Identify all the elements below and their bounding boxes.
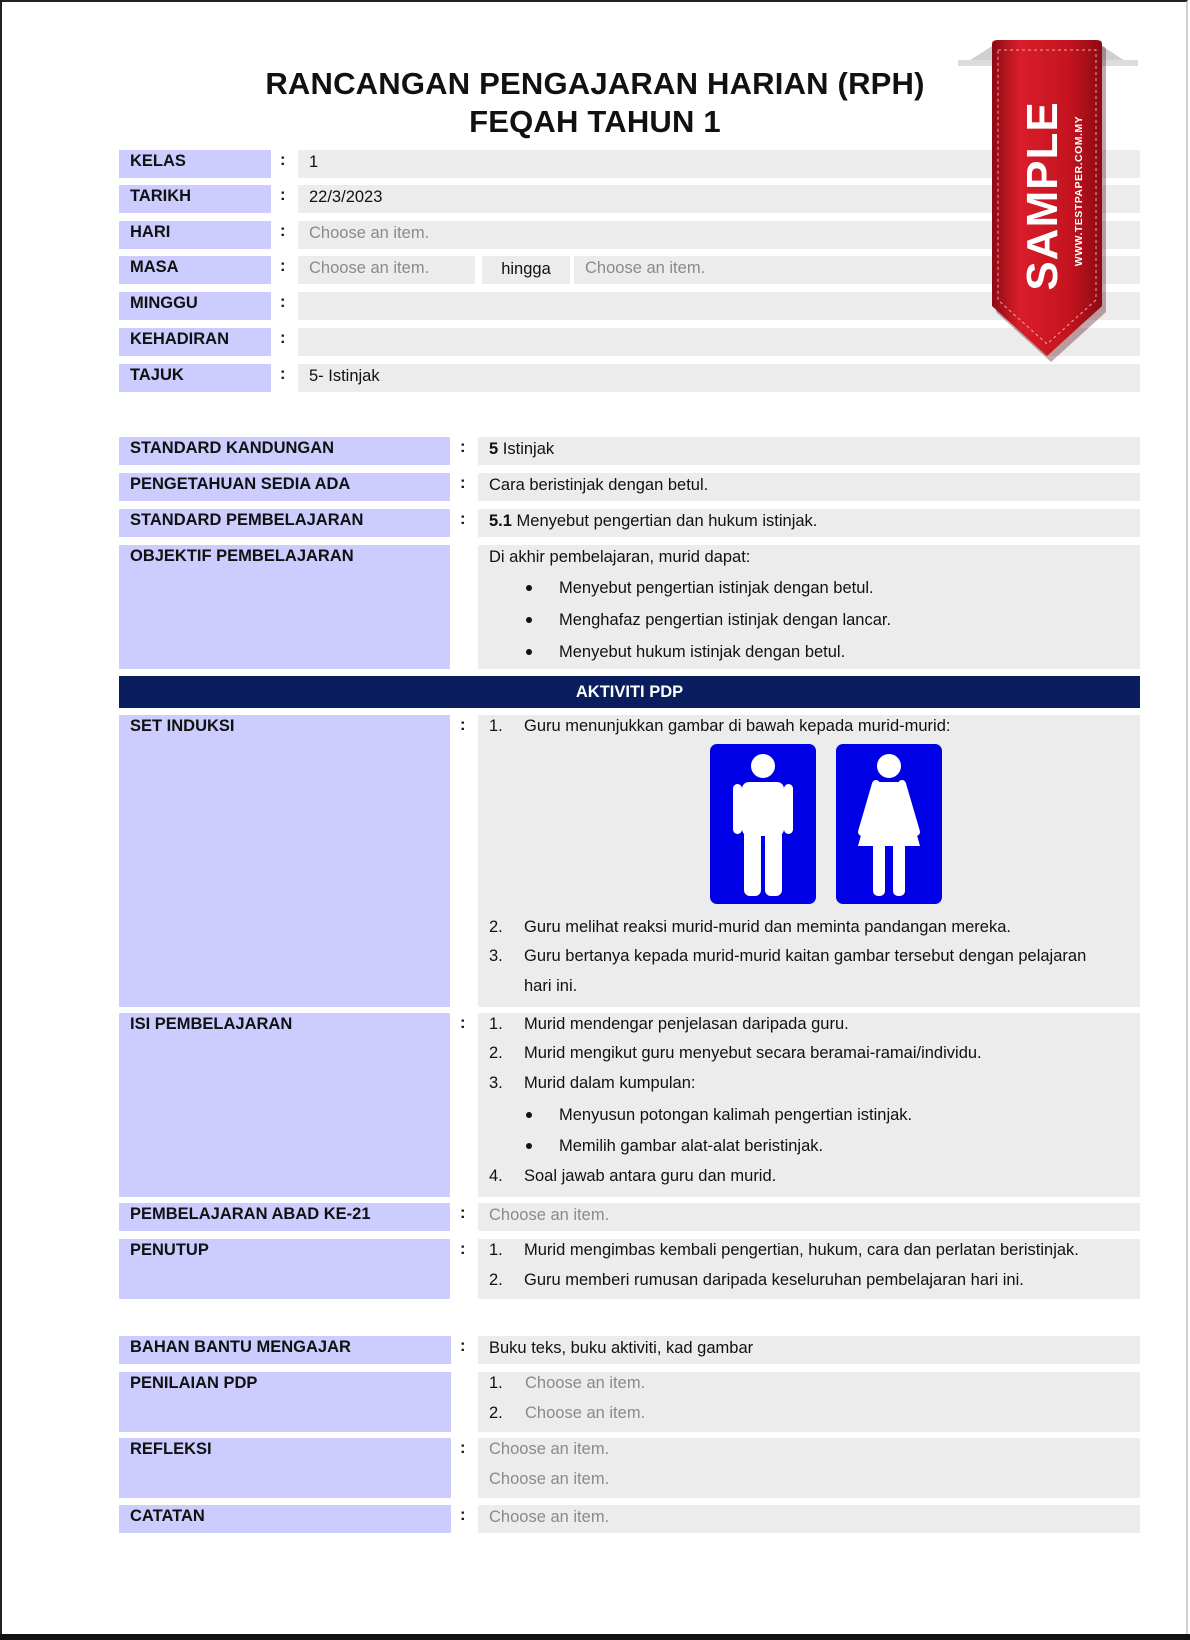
colon: : xyxy=(460,716,466,734)
kelas-label: KELAS xyxy=(119,150,271,178)
isi-subitem: Memilih gambar alat-alat beristinjak. xyxy=(559,1137,824,1155)
colon: : xyxy=(460,1240,466,1258)
psa-value: Cara beristinjak dengan betul. xyxy=(478,473,1140,501)
colon: : xyxy=(280,257,286,275)
hari-dropdown[interactable]: Choose an item. xyxy=(298,221,1140,249)
page-title: RANCANGAN PENGAJARAN HARIAN (RPH) xyxy=(265,66,925,101)
colon: : xyxy=(280,293,286,311)
abad21-label: PEMBELAJARAN ABAD KE-21 xyxy=(119,1203,450,1231)
tarikh-label: TARIKH xyxy=(119,185,271,213)
list-number: 1. xyxy=(489,1374,503,1392)
set-induksi-label: SET INDUKSI xyxy=(119,715,450,1007)
colon: : xyxy=(280,186,286,204)
refleksi-label: REFLEKSI xyxy=(119,1438,451,1498)
aktiviti-pdp-banner: AKTIVITI PDP xyxy=(119,676,1140,708)
penilaian-dropdown-1[interactable]: Choose an item. xyxy=(525,1374,646,1392)
sp-text: Menyebut pengertian dan hukum istinjak. xyxy=(511,512,818,530)
bullet xyxy=(526,617,532,623)
catatan-dropdown[interactable]: Choose an item. xyxy=(478,1505,1140,1533)
tajuk-value: 5- Istinjak xyxy=(298,364,1140,392)
sk-number: 5 xyxy=(489,440,499,458)
sample-text: SAMPLE xyxy=(1018,101,1067,291)
penilaian-dropdown-2[interactable]: Choose an item. xyxy=(525,1404,646,1422)
tajuk-label: TAJUK xyxy=(119,364,271,392)
isi-subitem: Menyusun potongan kalimah pengertian istinjak. xyxy=(559,1106,913,1124)
colon: : xyxy=(280,151,286,169)
list-number: 2. xyxy=(489,1271,503,1289)
colon: : xyxy=(460,1506,466,1524)
sk-text: Istinjak xyxy=(498,440,555,458)
list-number: 4. xyxy=(489,1167,503,1185)
colon: : xyxy=(280,365,286,383)
page-subtitle: FEQAH TAHUN 1 xyxy=(469,104,721,139)
male-toilet-icon xyxy=(710,744,816,904)
sk-label: STANDARD KANDUNGAN xyxy=(119,437,450,465)
colon: : xyxy=(460,1337,466,1355)
refleksi-dropdown-2[interactable]: Choose an item. xyxy=(489,1470,610,1488)
masa-label: MASA xyxy=(119,256,271,284)
bbm-label: BAHAN BANTU MENGAJAR xyxy=(119,1336,451,1364)
list-number: 2. xyxy=(489,918,503,936)
op-intro: Di akhir pembelajaran, murid dapat: xyxy=(489,548,751,566)
bullet xyxy=(526,1112,532,1118)
sp-number: 5.1 xyxy=(489,512,512,530)
set-induksi-item: Guru menunjukkan gambar di bawah kepada murid-murid: xyxy=(524,717,951,735)
sp-label: STANDARD PEMBELAJARAN xyxy=(119,509,450,537)
colon: : xyxy=(460,1204,466,1222)
sp-value xyxy=(478,509,1140,537)
penilaian-label: PENILAIAN PDP xyxy=(119,1372,451,1432)
list-number: 3. xyxy=(489,1074,503,1092)
isi-label: ISI PEMBELAJARAN xyxy=(119,1013,450,1197)
list-number: 3. xyxy=(489,947,503,965)
isi-item: Soal jawab antara guru dan murid. xyxy=(524,1167,777,1185)
colon: : xyxy=(460,510,466,528)
list-number: 2. xyxy=(489,1404,503,1422)
colon: : xyxy=(460,474,466,492)
refleksi-dropdown-1[interactable]: Choose an item. xyxy=(489,1440,610,1458)
tarikh-value[interactable]: 22/3/2023 xyxy=(298,185,1140,213)
op-item: Menyebut pengertian istinjak dengan betul. xyxy=(559,579,874,597)
set-induksi-item: Guru melihat reaksi murid-murid dan meminta pandangan mereka. xyxy=(524,918,1011,936)
sk-value xyxy=(478,437,1140,465)
colon: : xyxy=(460,1014,466,1032)
set-induksi-item: Guru bertanya kepada murid-murid kaitan gambar tersebut dengan pelajaran xyxy=(524,947,1087,965)
set-induksi-item-cont: hari ini. xyxy=(524,977,578,995)
female-toilet-icon xyxy=(836,744,942,904)
bbm-value: Buku teks, buku aktiviti, kad gambar xyxy=(478,1336,1140,1364)
masa-end-dropdown[interactable]: Choose an item. xyxy=(574,256,1140,284)
penutup-item: Guru memberi rumusan daripada keseluruhan pembelajaran hari ini. xyxy=(524,1271,1024,1289)
isi-item: Murid mendengar penjelasan daripada guru. xyxy=(524,1015,849,1033)
colon: : xyxy=(280,222,286,240)
kelas-value: 1 xyxy=(298,150,1140,178)
minggu-label: MINGGU xyxy=(119,292,271,320)
sample-watermark xyxy=(958,38,1138,398)
isi-item: Murid mengikut guru menyebut secara beramai-ramai/individu. xyxy=(524,1044,982,1062)
kehadiran-label: KEHADIRAN xyxy=(119,328,271,356)
list-number: 1. xyxy=(489,717,503,735)
op-label: OBJEKTIF PEMBELAJARAN xyxy=(119,545,450,669)
list-number: 2. xyxy=(489,1044,503,1062)
hari-label: HARI xyxy=(119,221,271,249)
list-number: 1. xyxy=(489,1241,503,1259)
bullet xyxy=(526,585,532,591)
catatan-label: CATATAN xyxy=(119,1505,451,1533)
op-item: Menghafaz pengertian istinjak dengan lancar. xyxy=(559,611,892,629)
psa-label: PENGETAHUAN SEDIA ADA xyxy=(119,473,450,501)
abad21-dropdown[interactable]: Choose an item. xyxy=(478,1203,1140,1231)
page-bottom-rule xyxy=(0,1634,1190,1640)
list-number: 1. xyxy=(489,1015,503,1033)
bullet xyxy=(526,1143,532,1149)
masa-start-dropdown[interactable]: Choose an item. xyxy=(298,256,475,284)
colon: : xyxy=(460,438,466,456)
bullet xyxy=(526,649,532,655)
masa-hingga-label: hingga xyxy=(482,256,570,284)
penutup-item: Murid mengimbas kembali pengertian, hukum, cara dan perlatan beristinjak. xyxy=(524,1241,1079,1259)
colon: : xyxy=(460,1439,466,1457)
op-item: Menyebut hukum istinjak dengan betul. xyxy=(559,643,846,661)
isi-item: Murid dalam kumpulan: xyxy=(524,1074,696,1092)
sample-url: WWW.TESTPAPER.COM.MY xyxy=(1073,115,1085,267)
colon: : xyxy=(280,329,286,347)
penutup-label: PENUTUP xyxy=(119,1239,450,1299)
